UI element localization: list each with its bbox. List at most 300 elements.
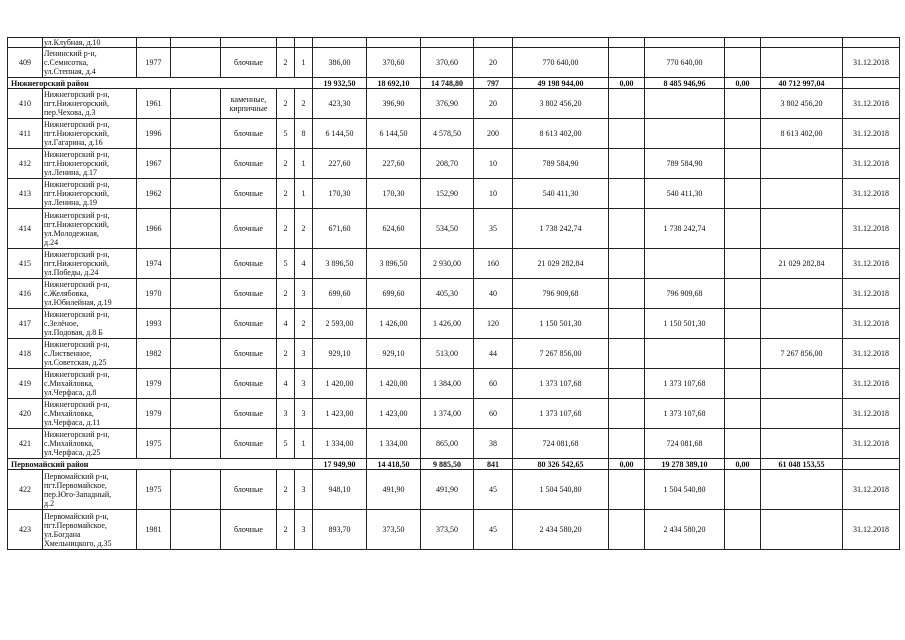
cost-total: 1 738 242,74 <box>513 209 609 249</box>
build-year: 1981 <box>137 510 171 550</box>
floors-count: 4 <box>277 369 295 399</box>
residents-count: 44 <box>474 339 513 369</box>
deadline-date: 31.12.2018 <box>843 179 900 209</box>
row-number: 411 <box>8 119 43 149</box>
area-living <box>367 38 421 48</box>
area-residential: 534,50 <box>421 209 474 249</box>
address-line: пгт.Нижнегорский, <box>44 129 109 138</box>
area-living: 14 418,50 <box>367 459 421 470</box>
address-line: ул.Подовая, д.8 Б <box>44 328 103 337</box>
table-row <box>8 429 900 459</box>
district-name: Первомайский район <box>8 459 313 470</box>
address-line: пер.Чехова, д.3 <box>44 108 96 117</box>
floors-count <box>277 38 295 48</box>
area-living: 396,90 <box>367 89 421 119</box>
cost-fund <box>609 89 645 119</box>
cost-budget-local <box>725 249 761 279</box>
address-line: ул.Черфаса, д.8 <box>44 388 97 397</box>
cost-fund <box>609 38 645 48</box>
wall-material: каменные, кирпичные <box>221 89 277 119</box>
entrances-count: 1 <box>295 179 313 209</box>
address-line: ул.Ленина, д.17 <box>44 168 98 177</box>
deadline-date: 31.12.2018 <box>843 470 900 510</box>
build-year: 1961 <box>137 89 171 119</box>
floors-count: 5 <box>277 429 295 459</box>
area-residential <box>421 38 474 48</box>
residents-count: 10 <box>474 149 513 179</box>
address-line: Нижнегорский р-н, <box>44 180 110 189</box>
cost-owners <box>761 179 843 209</box>
cost-owners <box>761 369 843 399</box>
build-year: 1962 <box>137 179 171 209</box>
entrances-count: 8 <box>295 119 313 149</box>
empty-cell <box>171 119 221 149</box>
table-row <box>8 149 900 179</box>
area-residential: 208,70 <box>421 149 474 179</box>
wall-material: блочные <box>221 429 277 459</box>
address-line: д.2 <box>44 498 55 508</box>
address <box>43 279 137 309</box>
address-line: Нижнегорский р-н, <box>44 250 110 259</box>
entrances-count: 1 <box>295 429 313 459</box>
deadline-date <box>843 78 900 89</box>
build-year: 1979 <box>137 369 171 399</box>
area-residential: 1 374,00 <box>421 399 474 429</box>
row-number: 421 <box>8 429 43 459</box>
housing-table <box>7 37 900 550</box>
area-living: 929,10 <box>367 339 421 369</box>
district-name: Нижнегорский район <box>8 78 313 89</box>
area-living: 18 692,10 <box>367 78 421 89</box>
address <box>43 510 137 550</box>
cost-budget-republic: 8 485 946,96 <box>645 78 725 89</box>
empty-cell <box>171 48 221 78</box>
empty-cell <box>171 339 221 369</box>
cost-budget-local <box>725 309 761 339</box>
floors-count: 5 <box>277 119 295 149</box>
area-total: 699,60 <box>313 279 367 309</box>
address-line: ул.Черфаса, д.25 <box>44 448 101 457</box>
wall-material: блочные <box>221 279 277 309</box>
address <box>43 89 137 119</box>
cost-fund <box>609 470 645 510</box>
row-number: 413 <box>8 179 43 209</box>
area-residential: 1 384,00 <box>421 369 474 399</box>
cost-budget-republic: 789 584,90 <box>645 149 725 179</box>
wall-material: блочные <box>221 209 277 249</box>
table-row <box>8 249 900 279</box>
wall-material: блочные <box>221 249 277 279</box>
build-year: 1967 <box>137 149 171 179</box>
address <box>43 119 137 149</box>
cost-owners <box>761 470 843 510</box>
build-year: 1996 <box>137 119 171 149</box>
cost-budget-local <box>725 339 761 369</box>
cost-budget-republic: 1 373 107,68 <box>645 369 725 399</box>
address-line: пгт.Нижнегорский, <box>44 219 109 229</box>
build-year: 1975 <box>137 470 171 510</box>
empty-cell <box>171 510 221 550</box>
address-line: с.Зелёное, <box>44 319 79 328</box>
cost-total: 796 909,68 <box>513 279 609 309</box>
cost-fund <box>609 309 645 339</box>
address-line: Нижнегорский р-н, <box>44 400 110 409</box>
wall-material <box>221 38 277 48</box>
table-row <box>8 209 900 249</box>
residents-count: 10 <box>474 179 513 209</box>
table-row <box>8 119 900 149</box>
deadline-date: 31.12.2018 <box>843 369 900 399</box>
residents-count: 40 <box>474 279 513 309</box>
cost-total: 1 373 107,68 <box>513 369 609 399</box>
entrances-count: 3 <box>295 369 313 399</box>
cost-budget-local <box>725 429 761 459</box>
district-total-row <box>8 459 900 470</box>
cost-total: 789 584,90 <box>513 149 609 179</box>
area-residential: 152,90 <box>421 179 474 209</box>
table-row <box>8 179 900 209</box>
residents-count: 35 <box>474 209 513 249</box>
cost-owners: 21 029 282,84 <box>761 249 843 279</box>
area-living: 1 420,00 <box>367 369 421 399</box>
area-living: 373,50 <box>367 510 421 550</box>
cost-budget-republic: 796 909,68 <box>645 279 725 309</box>
area-total: 671,60 <box>313 209 367 249</box>
empty-cell <box>171 209 221 249</box>
address-line: пгт.Нижнегорский, <box>44 189 109 198</box>
row-number: 415 <box>8 249 43 279</box>
cost-budget-local <box>725 209 761 249</box>
build-year: 1993 <box>137 309 171 339</box>
residents-count: 60 <box>474 399 513 429</box>
cost-budget-republic: 1 150 501,30 <box>645 309 725 339</box>
cost-fund <box>609 339 645 369</box>
table-row <box>8 399 900 429</box>
build-year: 1979 <box>137 399 171 429</box>
area-total: 1 334,00 <box>313 429 367 459</box>
entrances-count: 3 <box>295 339 313 369</box>
address-line: Нижнегорский р-н, <box>44 430 110 439</box>
build-year: 1977 <box>137 48 171 78</box>
cost-owners <box>761 149 843 179</box>
cost-fund: 0,00 <box>609 78 645 89</box>
address-line: с.Михайловка, <box>44 439 94 448</box>
residents-count: 20 <box>474 89 513 119</box>
address-line: пгт.Первомайское, <box>44 480 107 490</box>
deadline-date <box>843 38 900 48</box>
row-number: 417 <box>8 309 43 339</box>
wall-material: блочные <box>221 470 277 510</box>
address-line: ул.Молодежная, <box>44 228 99 238</box>
residents-count: 60 <box>474 369 513 399</box>
cost-owners <box>761 209 843 249</box>
address <box>43 209 137 249</box>
address-line: Нижнегорский р-н, <box>44 120 110 129</box>
cost-total: 1 504 540,80 <box>513 470 609 510</box>
address-line: Ленинский р-н, <box>44 49 97 58</box>
cost-total: 7 267 856,00 <box>513 339 609 369</box>
cost-total: 80 326 542,65 <box>513 459 609 470</box>
area-total: 2 593,00 <box>313 309 367 339</box>
address-line: Нижнегорский р-н, <box>44 340 110 349</box>
area-residential: 14 748,80 <box>421 78 474 89</box>
area-residential: 865,00 <box>421 429 474 459</box>
address-line: Первомайский р-н, <box>44 471 109 481</box>
cost-budget-republic: 2 434 580,20 <box>645 510 725 550</box>
row-number: 416 <box>8 279 43 309</box>
wall-material: блочные <box>221 179 277 209</box>
floors-count: 2 <box>277 179 295 209</box>
wall-material: блочные <box>221 510 277 550</box>
area-living: 227,60 <box>367 149 421 179</box>
floors-count: 5 <box>277 249 295 279</box>
address-line: пгт.Нижнегорский, <box>44 259 109 268</box>
row-number: 422 <box>8 470 43 510</box>
address-line: Нижнегорский р-н, <box>44 90 110 99</box>
floors-count: 2 <box>277 510 295 550</box>
address-line: ул.Гагарина, д.16 <box>44 138 103 147</box>
deadline-date: 31.12.2018 <box>843 209 900 249</box>
empty-cell <box>171 149 221 179</box>
area-living: 6 144,50 <box>367 119 421 149</box>
empty-cell <box>171 369 221 399</box>
address-line: пер.Юго-Западный, <box>44 489 112 499</box>
cost-budget-local <box>725 149 761 179</box>
cost-fund <box>609 429 645 459</box>
address-line: пгт.Нижнегорский, <box>44 159 109 168</box>
deadline-date: 31.12.2018 <box>843 309 900 339</box>
cost-owners: 7 267 856,00 <box>761 339 843 369</box>
entrances-count: 2 <box>295 89 313 119</box>
area-residential: 4 578,50 <box>421 119 474 149</box>
deadline-date <box>843 459 900 470</box>
table-row <box>8 48 900 78</box>
wall-material: блочные <box>221 339 277 369</box>
cost-budget-local: 0,00 <box>725 78 761 89</box>
cost-fund <box>609 209 645 249</box>
build-year: 1966 <box>137 209 171 249</box>
floors-count: 2 <box>277 48 295 78</box>
table-row <box>8 510 900 550</box>
entrances-count: 3 <box>295 399 313 429</box>
area-living: 1 423,00 <box>367 399 421 429</box>
empty-cell <box>171 38 221 48</box>
cost-budget-local <box>725 119 761 149</box>
area-total: 929,10 <box>313 339 367 369</box>
cost-owners <box>761 399 843 429</box>
row-number: 418 <box>8 339 43 369</box>
cost-owners: 40 712 997,04 <box>761 78 843 89</box>
entrances-count: 3 <box>295 279 313 309</box>
area-total: 227,60 <box>313 149 367 179</box>
area-residential: 2 930,00 <box>421 249 474 279</box>
row-number: 423 <box>8 510 43 550</box>
cost-budget-republic <box>645 38 725 48</box>
entrances-count: 2 <box>295 309 313 339</box>
cost-fund <box>609 399 645 429</box>
area-total: 386,00 <box>313 48 367 78</box>
address-line: ул.Клубная, д.10 <box>44 38 101 47</box>
area-total: 948,10 <box>313 470 367 510</box>
build-year: 1970 <box>137 279 171 309</box>
address <box>43 470 137 510</box>
district-total-row <box>8 78 900 89</box>
cost-fund <box>609 48 645 78</box>
entrances-count: 1 <box>295 149 313 179</box>
floors-count: 4 <box>277 309 295 339</box>
address <box>43 149 137 179</box>
deadline-date: 31.12.2018 <box>843 399 900 429</box>
address <box>43 249 137 279</box>
address-line: ул.Черфаса, д.11 <box>44 418 101 427</box>
area-residential: 491,90 <box>421 470 474 510</box>
residents-count: 120 <box>474 309 513 339</box>
address-line: с.Желябовка, <box>44 289 89 298</box>
cost-budget-local <box>725 279 761 309</box>
address <box>43 369 137 399</box>
wall-material: блочные <box>221 48 277 78</box>
row-number: 414 <box>8 209 43 249</box>
table-row <box>8 470 900 510</box>
wall-material: блочные <box>221 309 277 339</box>
table-row <box>8 339 900 369</box>
cost-budget-republic <box>645 119 725 149</box>
area-living: 170,30 <box>367 179 421 209</box>
area-total: 893,70 <box>313 510 367 550</box>
cost-budget-local <box>725 179 761 209</box>
floors-count: 2 <box>277 209 295 249</box>
cost-budget-republic: 1 373 107,68 <box>645 399 725 429</box>
cost-fund <box>609 279 645 309</box>
empty-cell <box>171 399 221 429</box>
cost-budget-local <box>725 89 761 119</box>
area-total: 6 144,50 <box>313 119 367 149</box>
area-total: 19 932,50 <box>313 78 367 89</box>
row-number: 412 <box>8 149 43 179</box>
address-line: Хмельницкого, д.35 <box>44 538 112 548</box>
table-row <box>8 369 900 399</box>
deadline-date: 31.12.2018 <box>843 149 900 179</box>
residents-count: 45 <box>474 510 513 550</box>
area-total: 423,30 <box>313 89 367 119</box>
deadline-date: 31.12.2018 <box>843 119 900 149</box>
address-line: ул.Победы, д.24 <box>44 268 99 277</box>
area-residential: 9 885,50 <box>421 459 474 470</box>
cost-total: 724 081,68 <box>513 429 609 459</box>
cost-budget-republic: 19 278 389,10 <box>645 459 725 470</box>
cost-total: 21 029 282,84 <box>513 249 609 279</box>
cost-budget-republic <box>645 339 725 369</box>
residents-count: 200 <box>474 119 513 149</box>
address-line: Нижнегорский р-н, <box>44 280 110 289</box>
cost-fund <box>609 149 645 179</box>
empty-cell <box>171 89 221 119</box>
build-year: 1975 <box>137 429 171 459</box>
cost-budget-republic <box>645 89 725 119</box>
entrances-count: 3 <box>295 470 313 510</box>
address <box>43 179 137 209</box>
row-number <box>8 38 43 48</box>
address-line: Нижнегорский р-н, <box>44 310 110 319</box>
cost-total: 1 373 107,68 <box>513 399 609 429</box>
area-residential: 405,30 <box>421 279 474 309</box>
cost-owners: 61 048 153,55 <box>761 459 843 470</box>
empty-cell <box>171 279 221 309</box>
cost-owners <box>761 279 843 309</box>
address <box>43 339 137 369</box>
floors-count: 2 <box>277 470 295 510</box>
cost-total: 3 802 456,20 <box>513 89 609 119</box>
wall-material: блочные <box>221 399 277 429</box>
residents-count: 160 <box>474 249 513 279</box>
entrances-count: 3 <box>295 510 313 550</box>
table-row <box>8 309 900 339</box>
cost-fund <box>609 179 645 209</box>
floors-count: 2 <box>277 279 295 309</box>
cost-total: 770 640,00 <box>513 48 609 78</box>
cost-fund <box>609 249 645 279</box>
address <box>43 48 137 78</box>
row-number: 409 <box>8 48 43 78</box>
cost-owners: 8 613 402,00 <box>761 119 843 149</box>
cost-total: 49 198 944,00 <box>513 78 609 89</box>
wall-material: блочные <box>221 369 277 399</box>
area-residential: 1 426,00 <box>421 309 474 339</box>
address-line: Нижнегорский р-н, <box>44 210 110 220</box>
table-row <box>8 89 900 119</box>
build-year <box>137 38 171 48</box>
floors-count: 2 <box>277 339 295 369</box>
area-living: 370,60 <box>367 48 421 78</box>
area-residential: 376,90 <box>421 89 474 119</box>
cost-total: 540 411,30 <box>513 179 609 209</box>
entrances-count: 4 <box>295 249 313 279</box>
empty-cell <box>171 309 221 339</box>
address-line: с.Семисотка, <box>44 58 89 67</box>
area-residential: 513,00 <box>421 339 474 369</box>
cost-budget-local: 0,00 <box>725 459 761 470</box>
empty-cell <box>171 179 221 209</box>
address-line: с.Михайловка, <box>44 409 94 418</box>
area-total: 1 423,00 <box>313 399 367 429</box>
empty-cell <box>171 249 221 279</box>
wall-material: блочные <box>221 119 277 149</box>
cost-budget-republic: 770 640,00 <box>645 48 725 78</box>
area-residential: 373,50 <box>421 510 474 550</box>
cost-budget-local <box>725 38 761 48</box>
row-number: 410 <box>8 89 43 119</box>
address-line: Первомайский р-н, <box>44 511 109 521</box>
cost-budget-local <box>725 369 761 399</box>
empty-cell <box>171 429 221 459</box>
residents-count: 797 <box>474 78 513 89</box>
cost-budget-local <box>725 399 761 429</box>
deadline-date: 31.12.2018 <box>843 89 900 119</box>
address-line: с.Лиственное, <box>44 349 92 358</box>
cost-total: 8 613 402,00 <box>513 119 609 149</box>
residents-count: 45 <box>474 470 513 510</box>
area-total: 3 896,50 <box>313 249 367 279</box>
residents-count <box>474 38 513 48</box>
build-year: 1974 <box>137 249 171 279</box>
cost-owners <box>761 510 843 550</box>
address <box>43 309 137 339</box>
cost-owners <box>761 38 843 48</box>
area-total <box>313 38 367 48</box>
cost-budget-republic: 540 411,30 <box>645 179 725 209</box>
cost-owners <box>761 429 843 459</box>
deadline-date: 31.12.2018 <box>843 339 900 369</box>
